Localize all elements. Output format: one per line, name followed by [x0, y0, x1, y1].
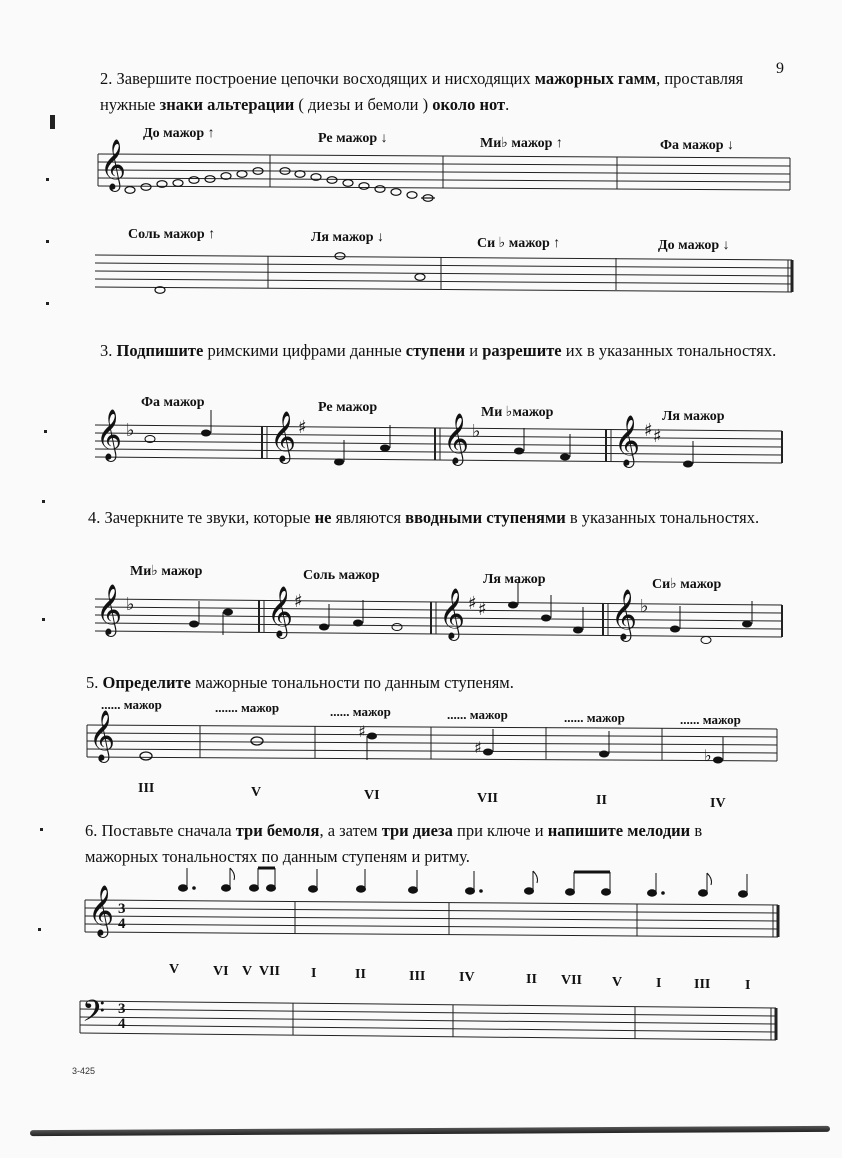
treble-clef-icon: 𝄞	[96, 584, 123, 635]
task-6-text: 6. Поставьте сначала три бемоля, а затем три диеза при ключе и напишите мелодии в мажорных тональностях по данным ступеням и ритму.	[85, 821, 703, 866]
sharp-icon: ♯	[298, 417, 307, 438]
notes-task5-filled	[367, 729, 723, 764]
key-label: До мажор ↑	[143, 126, 215, 141]
degree-label: VI	[213, 964, 229, 979]
flat-icon: ♭	[640, 596, 649, 617]
sharp-icon: ♯	[358, 722, 366, 741]
page-number: 9	[776, 60, 784, 77]
scan-mark	[42, 500, 45, 503]
key-label: Ля мажор ↓	[311, 230, 385, 245]
degree-label: II	[596, 793, 607, 808]
staff-task6-bass	[80, 1001, 776, 1040]
scan-mark	[44, 430, 47, 433]
treble-clef-icon: 𝄞	[96, 409, 123, 460]
key-label: Си♭ мажор	[652, 577, 722, 592]
notes-task5	[140, 737, 263, 760]
key-blank[interactable]: ...... мажор	[447, 707, 508, 722]
scan-mark	[46, 240, 49, 243]
key-label: Ля мажор	[662, 409, 725, 424]
key-label: До мажор ↓	[658, 238, 730, 253]
scan-mark	[38, 928, 41, 931]
flat-icon: ♭	[472, 421, 481, 442]
treble-clef-icon: 𝄞	[270, 411, 297, 462]
degree-label: V	[169, 962, 180, 977]
treble-clef-icon: 𝄞	[443, 413, 470, 464]
treble-clef-icon: 𝄞	[88, 885, 115, 936]
degree-label: V	[242, 964, 253, 979]
degree-label: II	[355, 967, 366, 982]
degree-label: I	[745, 978, 751, 993]
task-number: 6.	[85, 821, 98, 840]
task-number: 4.	[88, 508, 101, 527]
key-blank[interactable]: ...... мажор	[564, 710, 625, 725]
key-label: Ми ♭мажор	[481, 405, 554, 420]
treble-clef-icon: 𝄞	[267, 586, 294, 637]
scan-mark	[46, 178, 49, 181]
key-label: Соль мажор ↑	[128, 227, 216, 242]
task-number: 3.	[100, 341, 113, 360]
key-blank[interactable]: ...... мажор	[101, 697, 162, 712]
task-number: 5.	[86, 673, 99, 692]
sharp-icon: ♯	[478, 599, 487, 620]
degree-label: III	[138, 781, 155, 796]
degree-label: VII	[477, 791, 499, 806]
footer-code: 3-425	[72, 1066, 96, 1076]
staff-task3	[95, 425, 782, 463]
bass-clef-icon: 𝄢	[82, 995, 106, 1036]
treble-clef-icon: 𝄞	[89, 710, 116, 761]
scan-mark	[40, 828, 43, 831]
treble-clef-icon: 𝄞	[611, 589, 638, 640]
staff-task6-treble	[85, 900, 778, 937]
task-2-text: 2. Завершите построение цепочки восходящих и нисходящих мажорных гамм, проставляя нужные знаки альтерации ( диезы и бемоли ) около нот.	[100, 69, 744, 114]
key-label: Фа мажор ↓	[660, 138, 735, 153]
sharp-icon: ♯	[468, 593, 477, 614]
flat-icon: ♭	[704, 746, 712, 765]
degree-label: IV	[710, 796, 726, 811]
degree-label: V	[612, 975, 623, 990]
degree-label: VII	[561, 973, 583, 988]
task-number: 2.	[100, 69, 113, 88]
key-label: Ля мажор	[483, 572, 546, 587]
key-label: Ми♭ мажор	[130, 564, 203, 579]
treble-clef-icon: 𝄞	[439, 588, 466, 639]
task-5-text: 5. Определите мажорные тональности по данным ступеням.	[86, 673, 514, 692]
staff-task2-row1	[98, 154, 790, 190]
key-label: Ре мажор ↓	[318, 131, 388, 146]
sharp-icon: ♯	[644, 420, 653, 441]
degree-label: I	[656, 976, 662, 991]
staff-task2-row2	[95, 255, 792, 292]
key-label: Фа мажор	[141, 395, 205, 410]
sharp-icon: ♯	[653, 426, 662, 447]
task-4-text: 4. Зачеркните те звуки, которые не являются вводными ступенями в указанных тональностях.	[88, 508, 760, 527]
flat-icon: ♭	[126, 594, 135, 615]
degree-label: VI	[364, 788, 380, 803]
staff-task5	[87, 725, 777, 761]
degree-label: II	[526, 972, 537, 987]
scan-mark	[46, 302, 49, 305]
degree-label: III	[409, 969, 426, 984]
sharp-icon: ♯	[474, 738, 482, 757]
degree-label: V	[251, 785, 262, 800]
key-label: Ре мажор	[318, 400, 378, 415]
key-blank[interactable]: ....... мажор	[215, 700, 280, 715]
time-signature: 3 4	[118, 901, 126, 932]
key-label: Ми♭ мажор ↑	[480, 136, 563, 151]
key-blank[interactable]: ...... мажор	[680, 712, 741, 727]
degree-label: VII	[259, 964, 281, 979]
key-label: Си ♭ мажор ↑	[477, 236, 561, 251]
flat-icon: ♭	[126, 420, 135, 441]
sharp-icon: ♯	[294, 591, 303, 612]
treble-clef-icon: 𝄞	[614, 415, 641, 466]
key-blank[interactable]: ...... мажор	[330, 704, 391, 719]
scan-mark	[50, 115, 55, 129]
task-3-text: 3. Подпишите римскими цифрами данные ступени и разрешите их в указанных тональностях.	[100, 341, 777, 360]
degree-label: IV	[459, 970, 475, 985]
key-label: Соль мажор	[303, 568, 380, 583]
treble-clef-icon: 𝄞	[100, 139, 127, 190]
degree-label: I	[311, 966, 317, 981]
degree-label: III	[694, 977, 711, 992]
scan-mark	[42, 618, 45, 621]
rhythm-task6	[179, 868, 748, 897]
time-signature: 3 4	[118, 1001, 126, 1032]
